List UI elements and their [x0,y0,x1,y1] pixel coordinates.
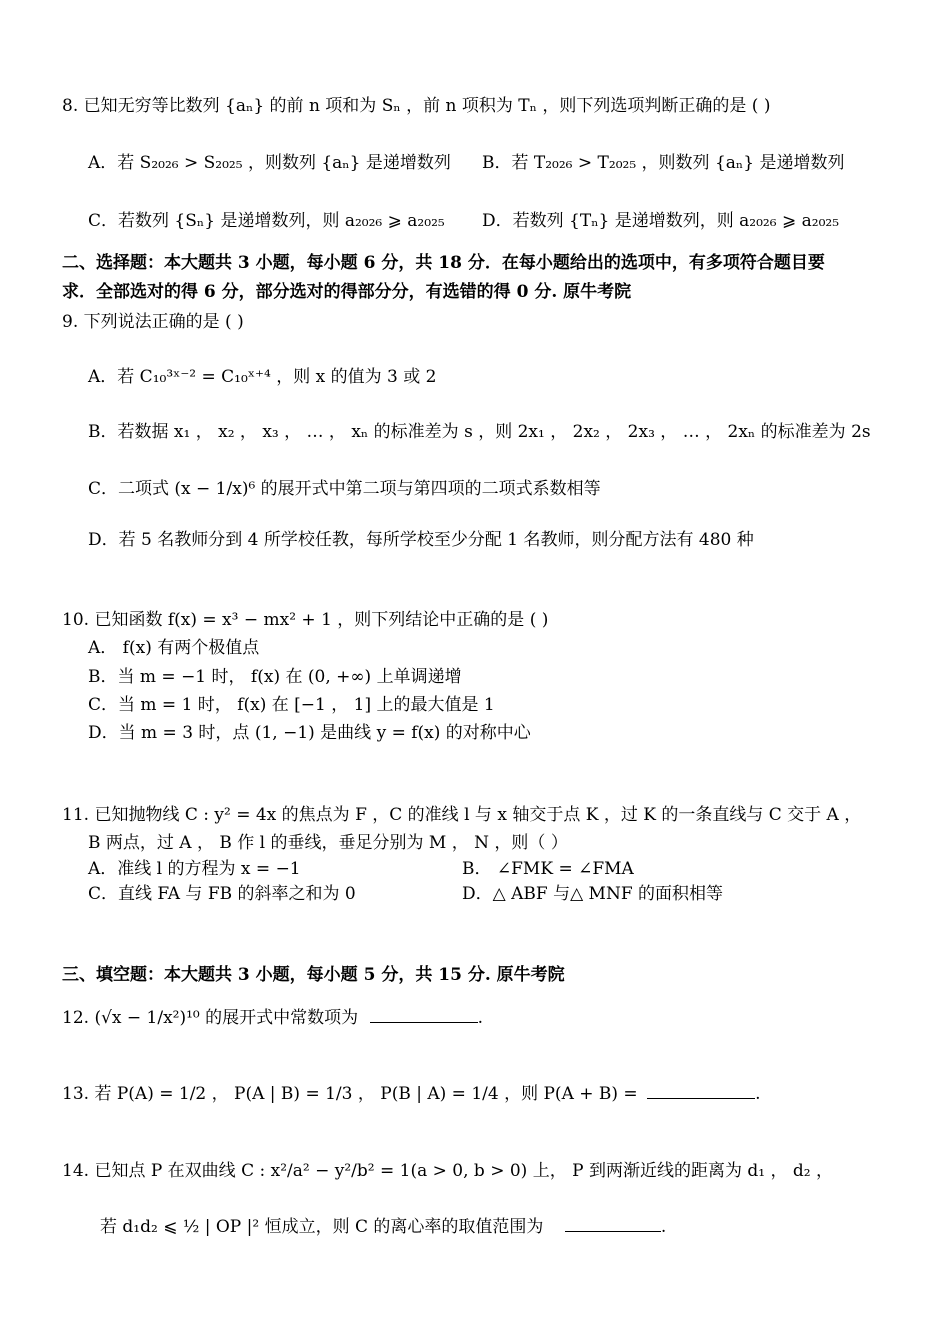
section2-heading-line1: 二、选择题：本大题共 3 小题，每小题 6 分，共 18 分．在每小题给出的选项中，有多项符合题目要 [62,253,825,273]
q11-stem-line1: 11. 已知抛物线 C : y² = 4x 的焦点为 F ，C 的准线 l 与 x 轴交于点 K ，过 K 的一条直线与 C 交于 A ， [62,805,862,825]
q8-option-d: D．若数列 {Tₙ} 是递增数列，则 a₂₀₂₆ ⩾ a₂₀₂₅ [482,211,840,231]
q8-option-c: C．若数列 {Sₙ} 是递增数列，则 a₂₀₂₆ ⩾ a₂₀₂₅ [88,211,445,231]
q9-option-a: A．若 C₁₀³ˣ⁻² = C₁₀ˣ⁺⁴ ，则 x 的值为 3 或 2 [88,367,437,387]
q11-option-c: C．直线 FA 与 FB 的斜率之和为 0 [88,884,356,904]
q10-option-c: C．当 m = 1 时， f(x) 在 [−1 ， 1] 上的最大值是 1 [88,695,495,715]
q14-line2 [100,1213,666,1238]
q11-stem-line2: B 两点，过 A ， B 作 l 的垂线，垂足分别为 M ， N ，则（ ） [88,833,568,853]
q11-option-d: D．△ ABF 与△ MNF 的面积相等 [462,884,724,904]
q9-option-b: B．若数据 x₁ ， x₂ ， x₃ ， … ， xₙ 的标准差为 s ，则 2x₁ ， 2x₂ ， 2x₃ ， … ， 2xₙ 的标准差为 2s [88,422,871,442]
q13-text [62,1080,760,1105]
q8-option-a: A．若 S₂₀₂₆ > S₂₀₂₅ ，则数列 {aₙ} 是递增数列 [88,153,451,173]
q10-stem: 10. 已知函数 f(x) = x³ − mx² + 1 ，则下列结论中正确的是 ( ) [62,610,549,630]
q14-condition: 若 d₁d₂ ⩽ ½ | OP |² 恒成立，则 C 的离心率的取值范围为 [100,1217,544,1237]
q13-end: . [755,1084,761,1104]
q10-option-a: A． f(x) 有两个极值点 [88,638,260,658]
q11-option-b: B． ∠FMK = ∠FMA [462,859,634,879]
q14-end: . [660,1217,667,1237]
q13-expression: 13. 若 P(A) = 1/2 ， P(A | B) = 1/3 ， P(B | A) = 1/4 ，则 P(A + B) = [62,1084,638,1104]
q8-stem: 8. 已知无穷等比数列 {aₙ} 的前 n 项和为 Sₙ ，前 n 项积为 Tₙ ，则下列选项判断正确的是 ( ) [62,96,771,116]
q9-stem: 9. 下列说法正确的是 ( ) [62,312,244,332]
section3-heading: 三、填空题：本大题共 3 小题，每小题 5 分，共 15 分. 原牛考院 [62,965,565,985]
q10-option-b: B．当 m = −1 时， f(x) 在 (0, +∞) 上单调递增 [88,667,462,687]
q8-option-b: B．若 T₂₀₂₆ > T₂₀₂₅ ，则数列 {aₙ} 是递增数列 [482,153,845,173]
section2-heading-line2: 求．全部选对的得 6 分，部分选对的得部分分，有选错的得 0 分. 原牛考院 [62,282,632,302]
q12-expression: 12. (√x − 1/x²)¹⁰ 的展开式中常数项为 [62,1008,359,1028]
q9-option-d: D．若 5 名教师分到 4 所学校任教，每所学校至少分配 1 名教师，则分配方法有 480 种 [88,530,754,550]
q12-answer-blank[interactable] [370,1004,478,1023]
q14-line1: 14. 已知点 P 在双曲线 C : x²/a² − y²/b² = 1(a > 0, b > 0) 上， P 到两渐近线的距离为 d₁ ， d₂ ， [62,1161,833,1181]
q13-answer-blank[interactable] [647,1080,755,1099]
q10-option-d: D．当 m = 3 时，点 (1, −1) 是曲线 y = f(x) 的对称中心 [88,723,531,743]
q12-end: . [477,1008,483,1028]
q9-option-c: C．二项式 (x − 1/x)⁶ 的展开式中第二项与第四项的二项式系数相等 [88,479,601,499]
q14-answer-blank[interactable] [565,1213,661,1232]
q12-text [62,1004,483,1029]
q11-option-a: A．准线 l 的方程为 x = −1 [88,859,301,879]
